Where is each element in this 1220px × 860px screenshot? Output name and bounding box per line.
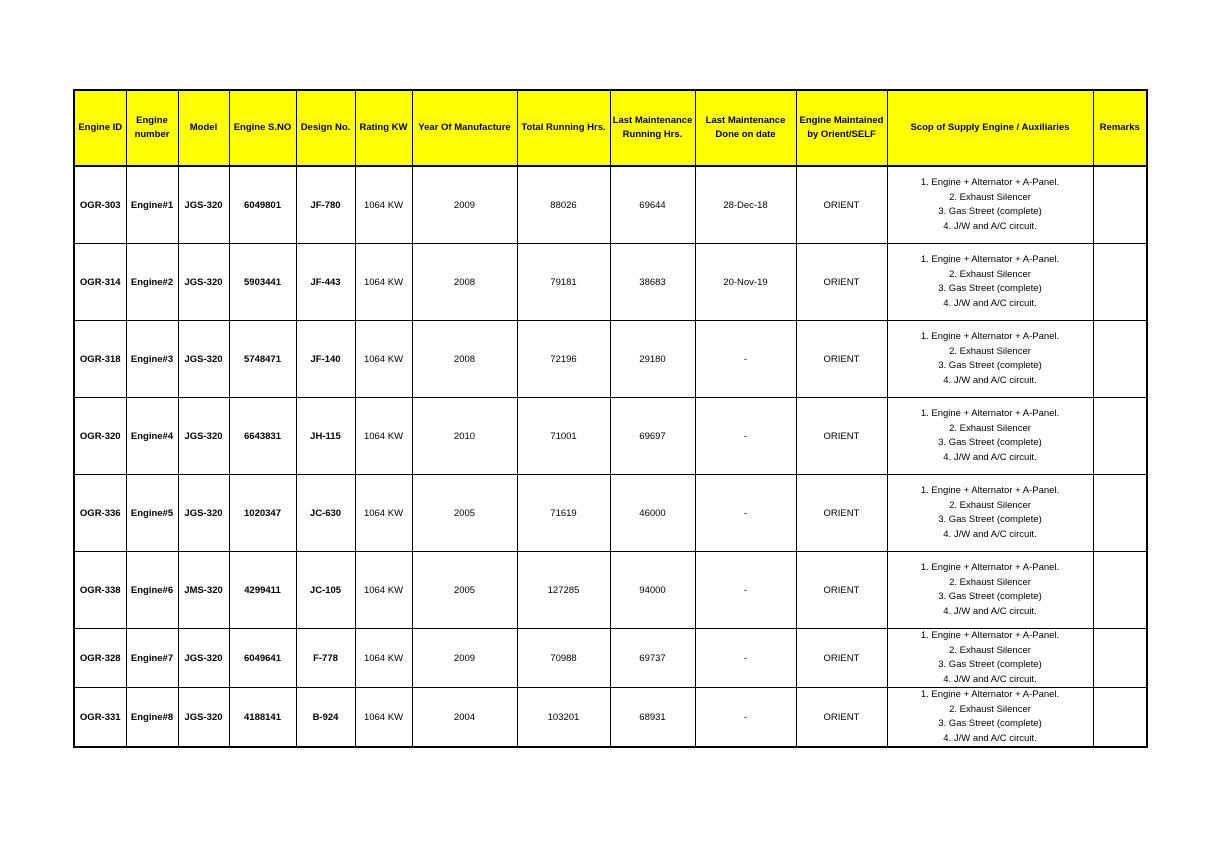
year-cell: 2009 <box>412 166 517 244</box>
model-cell: JGS-320 <box>178 475 229 552</box>
engine-id-cell: OGR-338 <box>74 552 126 629</box>
scope-line: 1. Engine + Alternator + A-Panel. <box>920 562 1060 573</box>
engine-number-cell: Engine#8 <box>126 688 178 748</box>
year-cell: 2005 <box>412 475 517 552</box>
scope-line: 4. J/W and A/C circuit. <box>943 297 1037 309</box>
scope-line: 2. Exhaust Silencer <box>949 576 1031 588</box>
header-remarks: Remarks <box>1093 90 1147 166</box>
scope-of-supply-cell <box>887 629 1093 688</box>
rating-kw-cell: 1064 KW <box>355 244 412 321</box>
table-row <box>74 688 1147 748</box>
last-maintenance-date-cell: 28-Dec-18 <box>695 166 796 244</box>
last-maintenance-hrs-cell: 46000 <box>610 475 695 552</box>
engine-number-cell: Engine#1 <box>126 166 178 244</box>
scope-line: 2. Exhaust Silencer <box>949 703 1031 715</box>
scope-line: 2. Exhaust Silencer <box>949 268 1031 280</box>
scope-line: 3. Gas Street (complete) <box>938 283 1042 294</box>
last-maintenance-hrs-cell: 94000 <box>610 552 695 629</box>
scope-line: 1. Engine + Alternator + A-Panel. <box>920 408 1060 419</box>
table-row <box>74 475 1147 552</box>
model-cell: JGS-320 <box>178 321 229 398</box>
engine-id-cell: OGR-328 <box>74 629 126 688</box>
total-running-hrs-cell: 72196 <box>517 321 610 398</box>
design-no-cell: JF-140 <box>296 321 355 398</box>
last-maintenance-date-cell: - <box>695 321 796 398</box>
scope-line: 2. Exhaust Silencer <box>949 499 1031 511</box>
scope-line: 4. J/W and A/C circuit. <box>943 528 1037 540</box>
scope-line: 1. Engine + Alternator + A-Panel. <box>920 689 1060 700</box>
table-row <box>74 244 1147 321</box>
scope-line: 2. Exhaust Silencer <box>949 345 1031 357</box>
header-engine-sno: Engine S.NO <box>229 90 296 166</box>
engine-inventory-table <box>73 89 1148 748</box>
scope-line: 4. J/W and A/C circuit. <box>943 605 1037 617</box>
last-maintenance-hrs-cell: 69644 <box>610 166 695 244</box>
header-model: Model <box>178 90 229 166</box>
remarks-cell <box>1093 244 1147 321</box>
header-rating-kw: Rating KW <box>355 90 412 166</box>
scope-of-supply-cell <box>887 166 1093 244</box>
year-cell: 2009 <box>412 629 517 688</box>
remarks-cell <box>1093 629 1147 688</box>
design-no-cell: JH-115 <box>296 398 355 475</box>
scope-line: 3. Gas Street (complete) <box>938 360 1042 371</box>
header-total-running-hrs: Total Running Hrs. <box>517 90 610 166</box>
remarks-cell <box>1093 475 1147 552</box>
maintained-by-cell: ORIENT <box>796 244 887 321</box>
rating-kw-cell: 1064 KW <box>355 552 412 629</box>
engine-sno-cell: 6049801 <box>229 166 296 244</box>
maintained-by-cell: ORIENT <box>796 475 887 552</box>
scope-line: 3. Gas Street (complete) <box>938 591 1042 602</box>
year-cell: 2005 <box>412 552 517 629</box>
scope-line: 1. Engine + Alternator + A-Panel. <box>920 485 1060 496</box>
total-running-hrs-cell: 79181 <box>517 244 610 321</box>
engine-id-cell: OGR-318 <box>74 321 126 398</box>
header-engine-maintained-by: Engine Maintained by Orient/SELF <box>796 90 887 166</box>
engine-id-cell: OGR-314 <box>74 244 126 321</box>
scope-of-supply-cell <box>887 244 1093 321</box>
maintained-by-cell: ORIENT <box>796 166 887 244</box>
scope-of-supply-cell <box>887 552 1093 629</box>
scope-line: 1. Engine + Alternator + A-Panel. <box>920 177 1060 188</box>
table-row <box>74 629 1147 688</box>
scope-line: 4. J/W and A/C circuit. <box>943 220 1037 232</box>
table-row <box>74 398 1147 475</box>
last-maintenance-date-cell: - <box>695 398 796 475</box>
year-cell: 2004 <box>412 688 517 748</box>
scope-of-supply-cell <box>887 321 1093 398</box>
scope-line: 4. J/W and A/C circuit. <box>943 451 1037 463</box>
remarks-cell <box>1093 398 1147 475</box>
last-maintenance-hrs-cell: 69737 <box>610 629 695 688</box>
engine-sno-cell: 6049641 <box>229 629 296 688</box>
header-design-no: Design No. <box>296 90 355 166</box>
remarks-cell <box>1093 688 1147 748</box>
engine-number-cell: Engine#3 <box>126 321 178 398</box>
last-maintenance-date-cell: - <box>695 688 796 748</box>
engine-id-cell: OGR-320 <box>74 398 126 475</box>
design-no-cell: B-924 <box>296 688 355 748</box>
design-no-cell: JF-780 <box>296 166 355 244</box>
last-maintenance-date-cell: 20-Nov-19 <box>695 244 796 321</box>
engine-number-cell: Engine#5 <box>126 475 178 552</box>
table-row <box>74 166 1147 244</box>
design-no-cell: F-778 <box>296 629 355 688</box>
scope-line: 2. Exhaust Silencer <box>949 644 1031 656</box>
remarks-cell <box>1093 166 1147 244</box>
scope-line: 2. Exhaust Silencer <box>949 191 1031 203</box>
table-row <box>74 321 1147 398</box>
total-running-hrs-cell: 88026 <box>517 166 610 244</box>
last-maintenance-hrs-cell: 38683 <box>610 244 695 321</box>
engine-number-cell: Engine#2 <box>126 244 178 321</box>
header-engine-id: Engine ID <box>74 90 126 166</box>
engine-number-cell: Engine#6 <box>126 552 178 629</box>
year-cell: 2008 <box>412 321 517 398</box>
scope-line: 3. Gas Street (complete) <box>938 718 1042 729</box>
total-running-hrs-cell: 127285 <box>517 552 610 629</box>
header-last-maintenance-running-hrs: Last Maintenance Running Hrs. <box>610 90 695 166</box>
engine-number-cell: Engine#7 <box>126 629 178 688</box>
remarks-cell <box>1093 552 1147 629</box>
engine-number-cell: Engine#4 <box>126 398 178 475</box>
rating-kw-cell: 1064 KW <box>355 629 412 688</box>
last-maintenance-hrs-cell: 68931 <box>610 688 695 748</box>
maintained-by-cell: ORIENT <box>796 398 887 475</box>
scope-of-supply-cell <box>887 398 1093 475</box>
scope-line: 3. Gas Street (complete) <box>938 437 1042 448</box>
last-maintenance-hrs-cell: 69697 <box>610 398 695 475</box>
scope-line: 4. J/W and A/C circuit. <box>943 673 1037 685</box>
scope-of-supply-cell <box>887 688 1093 748</box>
engine-sno-cell: 5748471 <box>229 321 296 398</box>
last-maintenance-date-cell: - <box>695 629 796 688</box>
engine-id-cell: OGR-303 <box>74 166 126 244</box>
maintained-by-cell: ORIENT <box>796 552 887 629</box>
scope-line: 3. Gas Street (complete) <box>938 514 1042 525</box>
engine-id-cell: OGR-336 <box>74 475 126 552</box>
remarks-cell <box>1093 321 1147 398</box>
model-cell: JGS-320 <box>178 166 229 244</box>
total-running-hrs-cell: 71619 <box>517 475 610 552</box>
design-no-cell: JC-630 <box>296 475 355 552</box>
header-last-maintenance-date: Last Maintenance Done on date <box>695 90 796 166</box>
model-cell: JGS-320 <box>178 244 229 321</box>
rating-kw-cell: 1064 KW <box>355 475 412 552</box>
design-no-cell: JC-105 <box>296 552 355 629</box>
engine-sno-cell: 4188141 <box>229 688 296 748</box>
total-running-hrs-cell: 70988 <box>517 629 610 688</box>
year-cell: 2010 <box>412 398 517 475</box>
rating-kw-cell: 1064 KW <box>355 398 412 475</box>
model-cell: JGS-320 <box>178 398 229 475</box>
year-cell: 2008 <box>412 244 517 321</box>
header-year-of-manufacture: Year Of Manufacture <box>412 90 517 166</box>
total-running-hrs-cell: 71001 <box>517 398 610 475</box>
scope-line: 1. Engine + Alternator + A-Panel. <box>920 331 1060 342</box>
rating-kw-cell: 1064 KW <box>355 166 412 244</box>
scope-line: 3. Gas Street (complete) <box>938 206 1042 217</box>
header-engine-number: Engine number <box>126 90 178 166</box>
engine-sno-cell: 1020347 <box>229 475 296 552</box>
maintained-by-cell: ORIENT <box>796 321 887 398</box>
scope-line: 4. J/W and A/C circuit. <box>943 374 1037 386</box>
table-body <box>74 166 1147 747</box>
engine-id-cell: OGR-331 <box>74 688 126 748</box>
model-cell: JGS-320 <box>178 688 229 748</box>
table-row <box>74 552 1147 629</box>
scope-of-supply-cell <box>887 475 1093 552</box>
design-no-cell: JF-443 <box>296 244 355 321</box>
model-cell: JMS-320 <box>178 552 229 629</box>
scope-line: 4. J/W and A/C circuit. <box>943 732 1037 744</box>
maintained-by-cell: ORIENT <box>796 688 887 748</box>
scope-line: 1. Engine + Alternator + A-Panel. <box>920 630 1060 641</box>
maintained-by-cell: ORIENT <box>796 629 887 688</box>
engine-sno-cell: 6643831 <box>229 398 296 475</box>
model-cell: JGS-320 <box>178 629 229 688</box>
scope-line: 1. Engine + Alternator + A-Panel. <box>920 254 1060 265</box>
total-running-hrs-cell: 103201 <box>517 688 610 748</box>
last-maintenance-hrs-cell: 29180 <box>610 321 695 398</box>
header-scope-of-supply: Scop of Supply Engine / Auxiliaries <box>887 90 1093 166</box>
header-row <box>74 90 1147 166</box>
engine-sno-cell: 4299411 <box>229 552 296 629</box>
scope-line: 3. Gas Street (complete) <box>938 659 1042 670</box>
scope-line: 2. Exhaust Silencer <box>949 422 1031 434</box>
engine-sno-cell: 5903441 <box>229 244 296 321</box>
last-maintenance-date-cell: - <box>695 475 796 552</box>
rating-kw-cell: 1064 KW <box>355 321 412 398</box>
rating-kw-cell: 1064 KW <box>355 688 412 748</box>
last-maintenance-date-cell: - <box>695 552 796 629</box>
